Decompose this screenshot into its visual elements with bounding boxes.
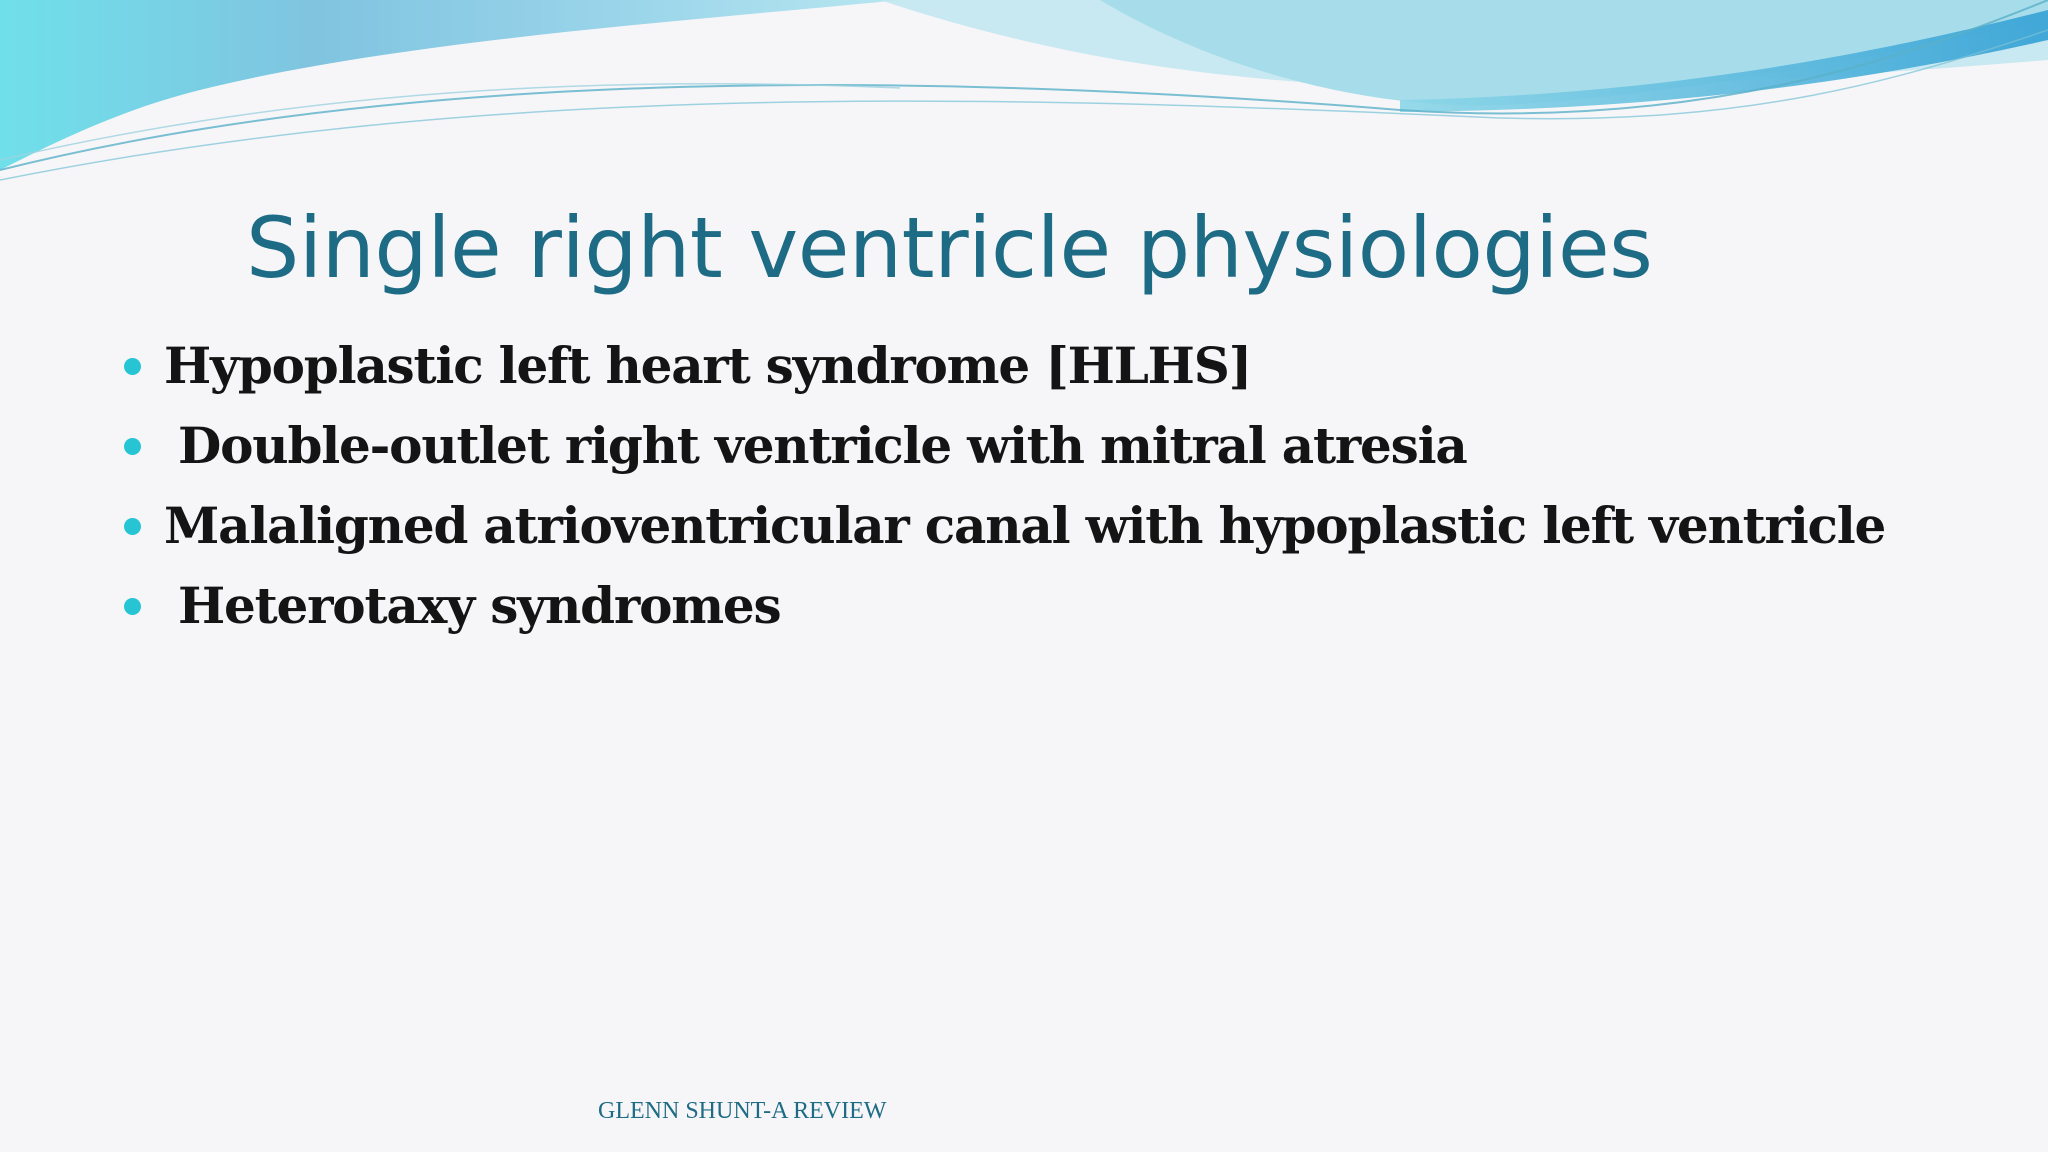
bullet-item-av-canal bbox=[120, 486, 1885, 566]
bullet-marker-icon bbox=[124, 358, 141, 375]
bullet-marker-icon bbox=[124, 598, 141, 615]
bullet-item-heterotaxy bbox=[120, 566, 1885, 646]
bullet-item-dorv bbox=[120, 406, 1885, 486]
bullet-marker-icon bbox=[124, 438, 141, 455]
bullet-text: Heterotaxy syndromes bbox=[178, 576, 781, 635]
bullet-text: Hypoplastic left heart syndrome [HLHS] bbox=[164, 336, 1252, 395]
bullet-text: Malaligned atrioventricular canal with hypoplastic left ventricle bbox=[164, 496, 1886, 555]
slide-title: Single right ventricle physiologies bbox=[246, 199, 1653, 297]
bullet-item-hlhs bbox=[120, 326, 1885, 406]
bullet-text: Double-outlet right ventricle with mitral atresia bbox=[178, 416, 1467, 475]
slide-footer: GLENN SHUNT-A REVIEW bbox=[598, 1098, 887, 1124]
header-wave-decoration bbox=[0, 0, 2048, 200]
bullet-list bbox=[120, 326, 1885, 646]
bullet-marker-icon bbox=[124, 518, 141, 535]
